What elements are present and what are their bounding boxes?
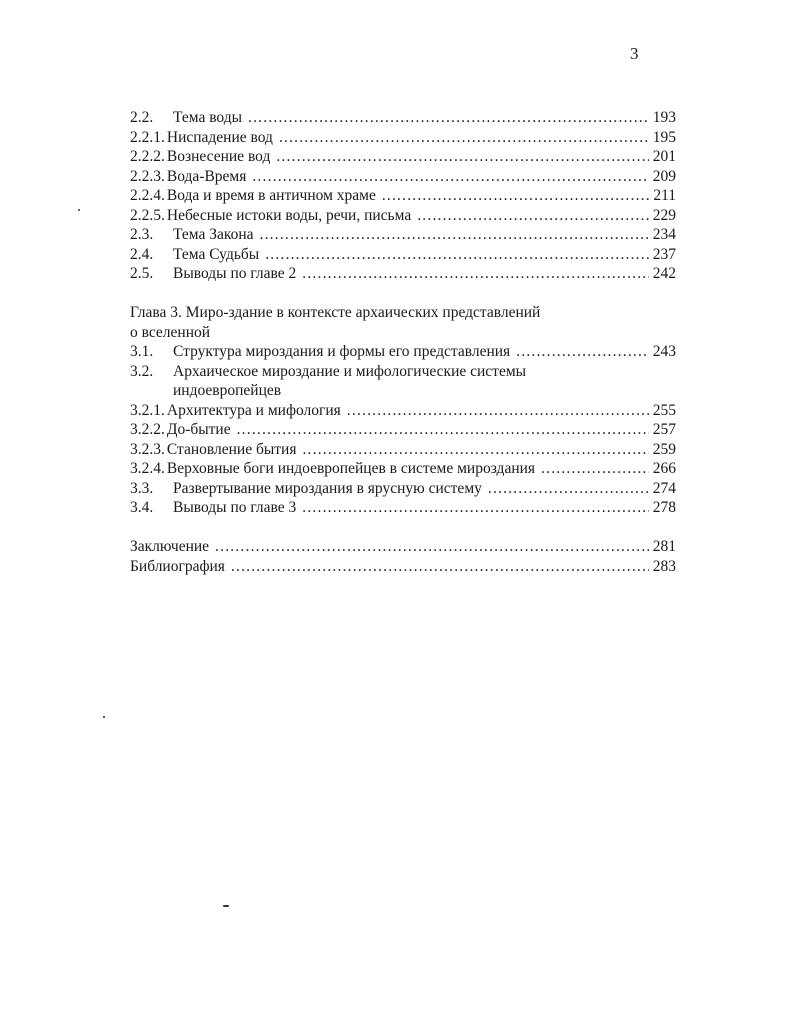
dot-leader [382,186,649,206]
dot-leader [417,206,649,226]
dot-leader [231,557,649,577]
toc-entry-2-2-5 [130,206,676,226]
dot-leader [260,225,649,245]
toc-entry-number: 3.2. [130,362,154,380]
toc-entry-title: Вода и время в античном храме [166,187,376,204]
dot-leader [302,440,648,460]
dot-leader [302,498,648,518]
toc-entry-number: 2.2.4. [130,187,165,204]
toc-entry-number: 2.2.1. [130,128,165,146]
toc-entry-page: 283 [652,557,676,575]
toc-entry-title-continued: индоевропейцев [173,382,282,399]
spacer [130,284,676,304]
toc-entry-title: Выводы по главе 3 [173,499,297,516]
dot-leader [279,128,649,148]
toc-entry-number: 2.5. [130,265,154,282]
toc-entry-number: 2.2.5. [130,206,165,224]
toc-entry-3-3 [130,479,676,499]
toc-entry-number: 2.2. [130,109,154,126]
toc-entry-title: Архаическое мироздание и мифологические системы [173,362,527,380]
toc-entry-title: Верховные боги индоевропейцев в системе мироздания [166,460,536,477]
toc-entry-3-2-2 [130,420,676,440]
dot-leader [516,342,649,362]
toc-entry-title: Структура мироздания и формы его представления [173,343,511,360]
toc-entry-title: Развертывание мироздания в ярусную систему [173,479,482,497]
scan-speck [78,209,80,211]
toc-entry-number: 2.2.2. [130,148,165,165]
toc-entry-title: До-бытие [166,421,231,438]
toc-entry-2-2-3 [130,167,676,187]
toc-entry-number: 2.2.3. [130,167,165,185]
toc-entry-2-4 [130,245,676,265]
toc-entry-2-3 [130,225,676,245]
toc-entry-page: 259 [652,440,676,458]
toc-entry-page: 278 [652,499,676,516]
toc-entry-number: 3.2.1. [130,401,165,419]
page-number: 3 [630,44,639,63]
toc-entry-title: Небесные истоки воды, речи, письма [166,206,412,224]
scan-speck [103,716,105,718]
toc-entry-2-2 [130,108,676,128]
toc-entry-number: 2.4. [130,245,154,263]
toc-entry-2-2-1 [130,128,676,148]
toc-entry-title: Ниспадение вод [166,128,273,146]
toc-entry-page: 274 [652,479,676,497]
toc-entry-3-2-1 [130,401,676,421]
dot-leader [265,245,649,265]
toc-entry-title: Заключение [130,538,210,555]
toc-entry-3-1 [130,342,676,362]
toc-entry-page: 242 [652,265,676,282]
toc-entry-page: 211 [653,187,676,204]
toc-entry-page: 195 [652,128,676,146]
toc-entry-3-2-4 [130,459,676,479]
toc-entry-page: 281 [652,538,676,555]
dot-leader [215,537,649,557]
toc-entry-number: 3.1. [130,343,154,360]
toc-entry-3-4 [130,498,676,518]
dot-leader [541,459,649,479]
toc-entry-page: 237 [652,245,676,263]
dot-leader [252,167,648,187]
toc-entry-page: 193 [652,109,676,126]
toc-entry-title: Тема Закона [173,226,254,243]
chapter-3-heading: Глава 3. Миро-здание в контексте архаических представлений [130,304,541,321]
toc-entry-title: Выводы по главе 2 [173,265,297,282]
toc-entry-title: Вознесение вод [166,148,271,165]
toc-entry-bibliography [130,557,676,577]
toc-entry-number: 3.4. [130,499,154,516]
dot-leader [488,479,649,499]
dot-leader [302,264,648,284]
toc-entry-page: 234 [652,226,676,243]
toc-entry-conclusion [130,537,676,557]
toc-entry-2-2-2 [130,147,676,167]
toc-entry-number: 3.2.2. [130,421,165,438]
toc-entry-title: Библиография [130,557,225,575]
toc-entry-number: 3.3. [130,479,154,497]
toc-entry-page: 266 [652,460,676,477]
scan-speck [223,905,229,907]
toc-entry-number: 2.3. [130,226,154,243]
toc-entry-page: 229 [652,206,676,224]
table-of-contents [130,108,676,576]
toc-entry-page: 201 [652,148,676,165]
spacer [130,518,676,538]
toc-entry-2-2-4 [130,186,676,206]
toc-entry-title: Становление бытия [166,440,297,458]
toc-entry-title: Тема Судьбы [173,245,260,263]
toc-entry-2-5 [130,264,676,284]
toc-entry-page: 243 [652,343,676,360]
dot-leader [237,420,649,440]
toc-entry-page: 209 [652,167,676,185]
toc-entry-3-2-3 [130,440,676,460]
dot-leader [276,147,648,167]
toc-entry-title: Вода-Время [166,167,247,185]
dot-leader [248,108,649,128]
toc-entry-title: Архитектура и мифология [166,401,341,419]
dot-leader [347,401,649,421]
toc-entry-number: 3.2.3. [130,440,165,458]
toc-entry-number: 3.2.4. [130,460,165,477]
chapter-3-heading-continued: о вселенной [130,323,211,341]
toc-entry-title: Тема воды [173,109,243,126]
toc-entry-3-2 [130,362,676,382]
toc-entry-page: 257 [652,421,676,438]
toc-entry-page: 255 [652,401,676,419]
